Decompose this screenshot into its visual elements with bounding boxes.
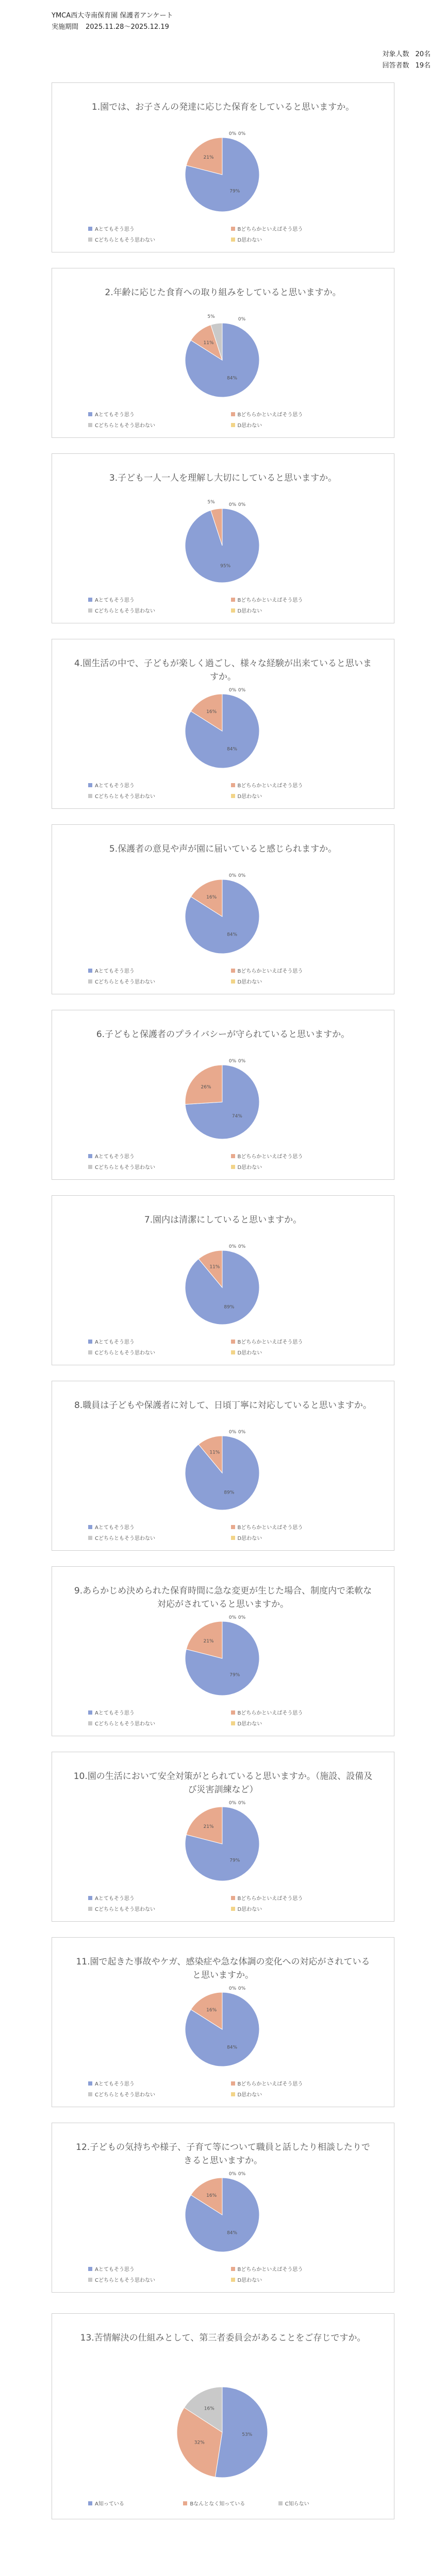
pie-data-label: 84% — [227, 747, 238, 752]
legend-swatch — [231, 1340, 235, 1344]
legend-swatch — [88, 969, 92, 973]
legend-item — [231, 1894, 374, 1902]
chart-card-11 — [52, 1937, 394, 2107]
legend-item — [231, 596, 374, 603]
pie-data-label: 0% — [228, 131, 237, 137]
pie-data-label: 0% — [238, 317, 246, 322]
legend-label: Bどちらかといえばそう思う — [237, 1340, 303, 1345]
legend-item — [88, 2265, 231, 2273]
chart-legend — [88, 2499, 373, 2507]
chart-legend — [88, 410, 373, 429]
target-count-row — [382, 49, 431, 60]
legend-label: Aとてもそう思う — [95, 1340, 135, 1345]
pie-data-label: 79% — [229, 1672, 240, 1678]
legend-label: D思わない — [237, 2092, 262, 2098]
legend-swatch — [88, 423, 92, 427]
legend-label: Aとてもそう思う — [95, 1525, 135, 1531]
legend-swatch — [231, 969, 235, 973]
chart-title: 6.子どもと保護者のプライバシーが守られていると思いますか。 — [96, 1029, 350, 1040]
legend-item — [231, 1719, 374, 1727]
legend-item — [88, 421, 231, 429]
legend-label: C知らない — [285, 2501, 309, 2507]
chart-title: 13.苦情解決の仕組みとして、第三者委員会があることをご存じですか。 — [80, 2333, 366, 2343]
legend-label: D思わない — [237, 979, 262, 985]
pie-data-label: 79% — [229, 189, 240, 194]
chart-legend — [88, 2079, 373, 2098]
legend-swatch — [88, 1536, 92, 1540]
pie-data-label: 0% — [238, 2172, 246, 2177]
pie-data-label: 0% — [228, 688, 237, 693]
period-label: 実施期間 — [52, 23, 79, 31]
pie-data-label: 11% — [209, 1450, 220, 1455]
pie-data-label: 0% — [228, 502, 237, 507]
legend-swatch — [88, 1907, 92, 1911]
legend-label: Bどちらかといえばそう思う — [237, 2081, 303, 2087]
legend-item — [231, 1348, 374, 1356]
legend-item — [231, 1337, 374, 1345]
legend-swatch — [88, 1154, 92, 1158]
legend-swatch — [231, 1896, 235, 1900]
legend-item — [231, 2079, 374, 2087]
legend-swatch — [88, 2267, 92, 2271]
pie-data-label: 21% — [203, 1638, 214, 1644]
legend-item — [231, 1534, 374, 1541]
legend-item — [88, 2090, 231, 2098]
chart-legend — [88, 1337, 373, 1356]
pie-data-label: 16% — [204, 2406, 214, 2412]
legend-label: Bどちらかといえばそう思う — [237, 1710, 303, 1716]
pie-data-label: 0% — [228, 1244, 237, 1249]
legend-item — [231, 225, 374, 232]
pie-data-label: 89% — [224, 1304, 235, 1310]
legend-label: D思わない — [237, 1350, 262, 1356]
legend-swatch — [88, 1340, 92, 1344]
chart-card-10 — [52, 1752, 394, 1922]
legend-label: Cどちらともそう思わない — [95, 1536, 155, 1541]
legend-item — [88, 977, 231, 985]
legend-swatch — [88, 2278, 92, 2282]
pie-data-label: 0% — [228, 1430, 237, 1435]
survey-title: YMCA西大寺南保育園 保護者アンケート — [52, 12, 173, 20]
chart-title: 12.子どもの気持ちや様子、子育て等について職員と話したり相談したりできると思いますか。 — [76, 2142, 370, 2166]
legend-label: Bどちらかといえばそう思う — [237, 1525, 303, 1531]
legend-swatch — [231, 783, 235, 787]
legend-label: Bどちらかといえばそう思う — [237, 1896, 303, 1902]
legend-label: Aとてもそう思う — [95, 1896, 135, 1902]
pie-data-label: 74% — [232, 1114, 242, 1120]
legend-swatch — [231, 2081, 235, 2086]
pie-data-label: 5% — [207, 314, 215, 320]
legend-label: D思わない — [237, 794, 262, 800]
legend-item — [231, 1905, 374, 1912]
pie-data-label: 0% — [238, 1615, 246, 1620]
legend-swatch — [231, 1350, 235, 1354]
pie-slice — [215, 2387, 268, 2478]
chart-legend — [88, 225, 373, 243]
legend-item — [88, 781, 231, 789]
chart-legend — [88, 1708, 373, 1727]
chart-legend — [88, 596, 373, 614]
chart-title: 5.保護者の意見や声が園に届いていると感じられますか。 — [109, 844, 337, 854]
legend-label: D思わない — [237, 1536, 262, 1541]
legend-label: D思わない — [237, 1165, 262, 1171]
legend-swatch — [231, 423, 235, 427]
legend-label: Cどちらともそう思わない — [95, 2278, 155, 2283]
legend-label: D思わない — [237, 238, 262, 243]
pie-chart — [52, 2314, 395, 2520]
chart-card-4 — [52, 639, 394, 809]
pie-data-label: 0% — [238, 1801, 246, 1806]
target-label: 対象人数 — [382, 50, 409, 58]
pie-data-label: 32% — [194, 2440, 205, 2446]
legend-swatch — [231, 1154, 235, 1158]
legend-swatch — [231, 1907, 235, 1911]
legend-swatch — [231, 1165, 235, 1169]
legend-label: Cどちらともそう思わない — [95, 238, 155, 243]
legend-item — [231, 1152, 374, 1160]
legend-item — [231, 235, 374, 243]
pie-data-label: 0% — [238, 131, 246, 137]
legend-item — [88, 1894, 231, 1902]
legend-label: D思わない — [237, 608, 262, 614]
legend-swatch — [231, 794, 235, 798]
pie-data-label: 0% — [238, 1986, 246, 1991]
pie-data-label: 21% — [203, 1824, 214, 1829]
chart-legend — [88, 2265, 373, 2283]
survey-period — [52, 22, 173, 33]
legend-swatch — [88, 783, 92, 787]
legend-item — [231, 2265, 374, 2273]
legend-label: Cどちらともそう思わない — [95, 1165, 155, 1171]
pie-data-label: 0% — [228, 873, 237, 878]
pie-data-label: 0% — [228, 1986, 237, 1991]
pie-data-label: 84% — [227, 2045, 238, 2050]
period-value: 2025.11.28～2025.12.19 — [86, 23, 169, 31]
target-value: 20名 — [415, 50, 431, 58]
legend-item — [88, 235, 231, 243]
legend-swatch — [231, 598, 235, 602]
legend-item — [231, 781, 374, 789]
legend-swatch — [231, 238, 235, 242]
pie-data-label: 0% — [228, 1801, 237, 1806]
legend-swatch — [231, 608, 235, 613]
legend-item — [88, 225, 231, 232]
legend-swatch — [88, 227, 92, 231]
legend-label: Bどちらかといえばそう思う — [237, 783, 303, 789]
responded-value: 19名 — [415, 62, 431, 70]
legend-swatch — [88, 608, 92, 613]
legend-item — [231, 606, 374, 614]
legend-label: Bどちらかといえばそう思う — [237, 412, 303, 418]
pie-data-label: 11% — [203, 340, 214, 346]
pie-data-label: 95% — [220, 564, 231, 569]
legend-swatch — [88, 1525, 92, 1529]
pie-data-label: 11% — [209, 1264, 220, 1270]
legend-item — [88, 410, 231, 418]
chart-legend — [88, 781, 373, 800]
legend-item — [88, 1534, 231, 1541]
chart-card-2 — [52, 268, 394, 438]
legend-swatch — [88, 979, 92, 984]
legend-swatch — [183, 2501, 187, 2505]
legend-label: Bどちらかといえばそう思う — [237, 969, 303, 974]
legend-item — [278, 2499, 373, 2507]
legend-item — [88, 1337, 231, 1345]
pie-data-label: 0% — [228, 2172, 237, 2177]
legend-swatch — [231, 1536, 235, 1540]
pie-data-label: 16% — [206, 895, 217, 901]
legend-label: Bどちらかといえばそう思う — [237, 1154, 303, 1160]
legend-item — [88, 1163, 231, 1171]
chart-legend — [88, 1894, 373, 1912]
pie-data-label: 84% — [227, 932, 238, 938]
pie-data-label: 0% — [228, 1615, 237, 1620]
chart-title: 1.園では、お子さんの発達に応じた保育をしていると思いますか。 — [91, 102, 355, 112]
legend-item — [231, 792, 374, 800]
chart-legend — [88, 967, 373, 985]
legend-label: Cどちらともそう思わない — [95, 1721, 155, 1727]
legend-swatch — [231, 1710, 235, 1715]
legend-item — [88, 2499, 183, 2507]
chart-legend — [88, 1152, 373, 1171]
legend-item — [231, 977, 374, 985]
legend-label: D思わない — [237, 423, 262, 429]
legend-item — [88, 1719, 231, 1727]
legend-label: Aとてもそう思う — [95, 2267, 135, 2273]
chart-title: 7.園内は清潔にしていると思いますか。 — [144, 1215, 302, 1225]
chart-card-3 — [52, 453, 394, 623]
pie-data-label: 5% — [207, 500, 215, 505]
chart-title: 3.子ども一人一人を理解し大切にしていると思いますか。 — [109, 473, 337, 483]
legend-label: Cどちらともそう思わない — [95, 2092, 155, 2098]
legend-item — [231, 410, 374, 418]
legend-swatch — [231, 979, 235, 984]
chart-card-9 — [52, 1566, 394, 1736]
pie-data-label: 16% — [206, 2193, 217, 2199]
legend-label: D思わない — [237, 2278, 262, 2283]
legend-item — [88, 967, 231, 974]
legend-swatch — [231, 1525, 235, 1529]
legend-item — [88, 1348, 231, 1356]
legend-label: D思わない — [237, 1721, 262, 1727]
pie-data-label: 84% — [227, 376, 238, 381]
legend-swatch — [88, 412, 92, 416]
legend-item — [88, 2276, 231, 2283]
legend-label: Cどちらともそう思わない — [95, 423, 155, 429]
legend-label: Aとてもそう思う — [95, 2081, 135, 2087]
legend-label: Bどちらかといえばそう思う — [237, 598, 303, 603]
legend-item — [231, 2090, 374, 2098]
legend-swatch — [231, 2267, 235, 2271]
legend-swatch — [88, 2081, 92, 2086]
legend-swatch — [231, 2092, 235, 2096]
legend-item — [88, 596, 231, 603]
legend-label: Bなんとなく知っている — [190, 2501, 245, 2507]
legend-swatch — [88, 238, 92, 242]
legend-swatch — [278, 2501, 283, 2505]
chart-card-5 — [52, 824, 394, 994]
chart-card-13 — [52, 2313, 394, 2519]
responded-label: 回答者数 — [382, 62, 409, 70]
legend-label: Cどちらともそう思わない — [95, 1907, 155, 1912]
legend-label: Cどちらともそう思わない — [95, 1350, 155, 1356]
legend-swatch — [88, 1165, 92, 1169]
chart-title: 10.園の生活において安全対策がとられていると思いますか。（施設、設備及び災害訓練など） — [73, 1771, 373, 1795]
chart-title: 9.あらかじめ決められた保育時間に急な変更が生じた場合、制度内で柔軟な対応がされていると思いますか。 — [74, 1586, 372, 1609]
chart-title: 4.園生活の中で、子どもが楽しく過ごし、様々な経験が出来ていると思いま すか。 — [74, 658, 372, 682]
legend-label: D思わない — [237, 1907, 262, 1912]
legend-swatch — [231, 412, 235, 416]
legend-label: Aとてもそう思う — [95, 227, 135, 232]
respondent-counts — [382, 49, 431, 72]
legend-swatch — [231, 1721, 235, 1725]
survey-header — [52, 10, 173, 33]
pie-data-label: 0% — [228, 1059, 237, 1064]
legend-label: Aとてもそう思う — [95, 412, 135, 418]
legend-item — [88, 1905, 231, 1912]
pie-data-label: 0% — [238, 1059, 246, 1064]
legend-swatch — [231, 227, 235, 231]
chart-card-12 — [52, 2123, 394, 2293]
legend-item — [231, 2276, 374, 2283]
pie-data-label: 26% — [201, 1084, 211, 1090]
legend-item — [88, 2079, 231, 2087]
legend-label: Aとてもそう思う — [95, 1710, 135, 1716]
legend-item — [231, 1163, 374, 1171]
legend-swatch — [88, 1710, 92, 1715]
legend-item — [88, 1152, 231, 1160]
pie-data-label: 0% — [238, 502, 246, 507]
legend-swatch — [88, 794, 92, 798]
legend-label: Aとてもそう思う — [95, 969, 135, 974]
legend-swatch — [88, 1896, 92, 1900]
legend-swatch — [231, 2278, 235, 2282]
legend-swatch — [88, 598, 92, 602]
pie-data-label: 0% — [238, 688, 246, 693]
legend-label: Aとてもそう思う — [95, 1154, 135, 1160]
legend-item — [231, 1523, 374, 1531]
chart-title: 8.職員は子どもや保護者に対して、日頃丁寧に対応していると思いますか。 — [74, 1400, 372, 1411]
legend-label: Cどちらともそう思わない — [95, 794, 155, 800]
pie-data-label: 79% — [229, 1858, 240, 1863]
pie-data-label: 84% — [227, 2230, 238, 2236]
legend-swatch — [88, 1350, 92, 1354]
legend-item — [231, 421, 374, 429]
pie-data-label: 16% — [206, 2008, 217, 2013]
legend-label: Bどちらかといえばそう思う — [237, 227, 303, 232]
chart-title: 11.園で起きた事故やケガ、感染症や急な体調の変化への対応がされていると思いますか。 — [76, 1957, 370, 1980]
legend-label: A知っている — [95, 2501, 124, 2507]
legend-swatch — [88, 2501, 92, 2505]
legend-label: Cどちらともそう思わない — [95, 979, 155, 985]
legend-label: Cどちらともそう思わない — [95, 608, 155, 614]
legend-item — [88, 1708, 231, 1716]
pie-data-label: 21% — [203, 155, 214, 160]
pie-data-label: 89% — [224, 1490, 235, 1496]
pie-data-label: 0% — [238, 1430, 246, 1435]
legend-swatch — [88, 1721, 92, 1725]
legend-item — [88, 792, 231, 800]
legend-item — [88, 1523, 231, 1531]
chart-card-8 — [52, 1381, 394, 1551]
pie-data-label: 53% — [242, 2432, 253, 2437]
chart-legend — [88, 1523, 373, 1541]
pie-data-label: 0% — [238, 1244, 246, 1249]
legend-swatch — [88, 2092, 92, 2096]
legend-label: Aとてもそう思う — [95, 598, 135, 603]
legend-item — [183, 2499, 278, 2507]
responded-count-row — [382, 60, 431, 72]
legend-label: Bどちらかといえばそう思う — [237, 2267, 303, 2273]
chart-title: 2.年齢に応じた食育への取り組みをしていると思いますか。 — [105, 287, 341, 298]
chart-card-6 — [52, 1010, 394, 1180]
legend-item — [88, 606, 231, 614]
legend-item — [231, 1708, 374, 1716]
pie-data-label: 0% — [238, 873, 246, 878]
legend-label: Aとてもそう思う — [95, 783, 135, 789]
chart-card-7 — [52, 1195, 394, 1365]
legend-item — [231, 967, 374, 974]
pie-data-label: 16% — [206, 709, 217, 715]
chart-card-1 — [52, 82, 394, 252]
